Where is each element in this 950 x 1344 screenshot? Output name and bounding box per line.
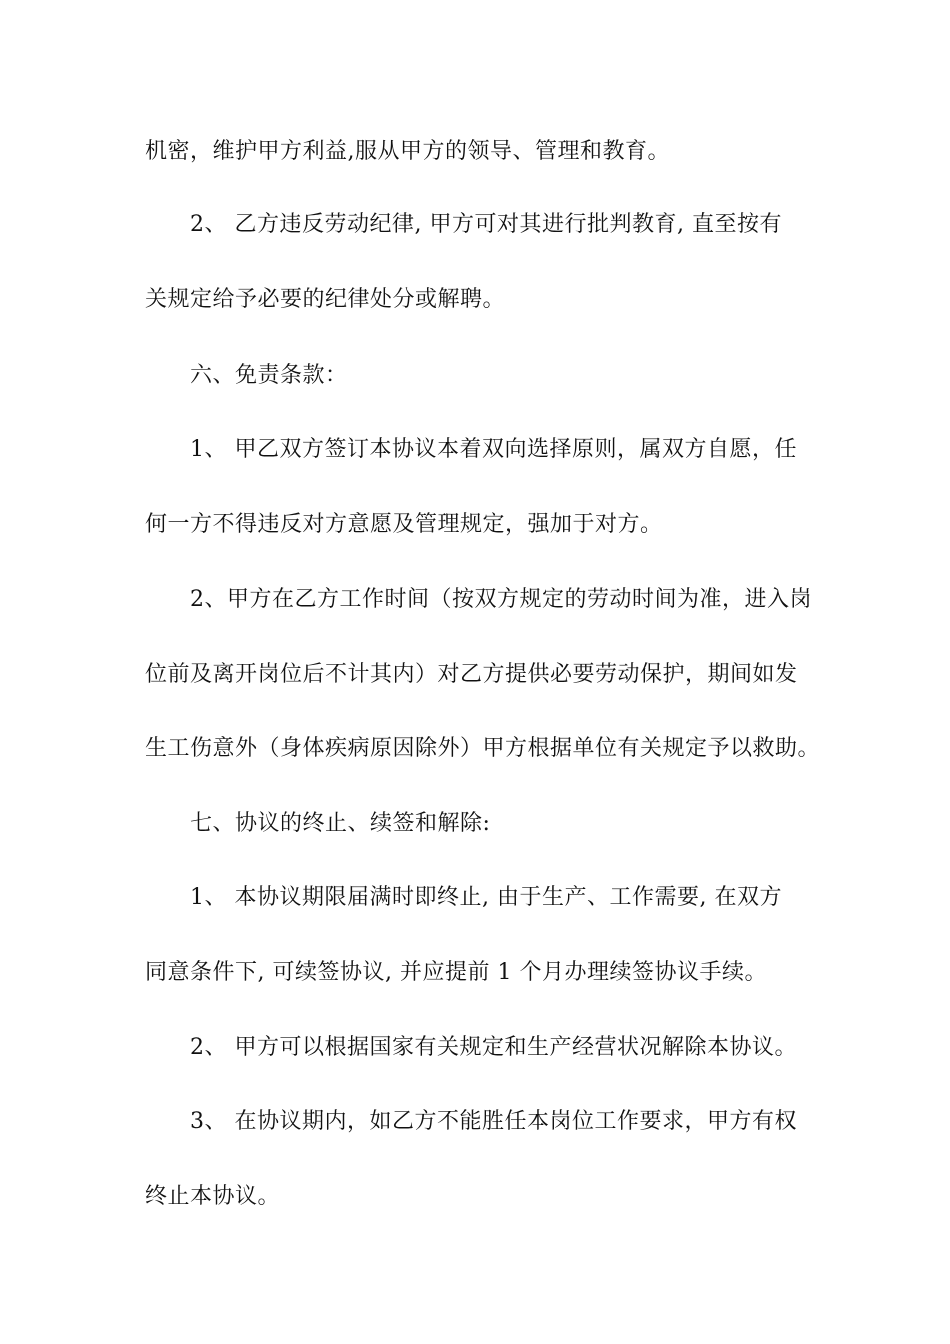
section-heading-termination: 七、协议的终止、续签和解除: — [190, 811, 491, 836]
text-line-15: 终止本协议。 — [145, 1184, 281, 1209]
text-line-2: 2、 乙方违反劳动纪律, 甲方可对其进行批判教育, 直至按有 — [190, 212, 782, 237]
text-line-13: 2、 甲方可以根据国家有关规定和生产经营状况解除本协议。 — [190, 1035, 797, 1060]
text-line-1: 机密，维护甲方利益,服从甲方的领导、管理和教育。 — [145, 139, 670, 164]
text-line-9: 生工伤意外（身体疾病原因除外）甲方根据单位有关规定予以救助。 — [145, 736, 821, 761]
section-heading-exemption: 六、免责条款： — [190, 363, 348, 388]
text-line-5: 1、 甲乙双方签订本协议本着双向选择原则，属双方自愿，任 — [190, 437, 797, 462]
text-line-12: 同意条件下, 可续签协议, 并应提前 1 个月办理续签协议手续。 — [145, 960, 767, 985]
text-line-11: 1、 本协议期限届满时即终止, 由于生产、工作需要, 在双方 — [190, 885, 782, 910]
text-line-7: 2、甲方在乙方工作时间（按双方规定的劳动时间为准，进入岗 — [190, 587, 812, 612]
text-line-3: 关规定给予必要的纪律处分或解聘。 — [145, 287, 506, 312]
text-line-14: 3、 在协议期内，如乙方不能胜任本岗位工作要求，甲方有权 — [190, 1109, 797, 1134]
text-line-8: 位前及离开岗位后不计其内）对乙方提供必要劳动保护，期间如发 — [145, 662, 798, 687]
text-line-6: 何一方不得违反对方意愿及管理规定，强加于对方。 — [145, 512, 663, 537]
